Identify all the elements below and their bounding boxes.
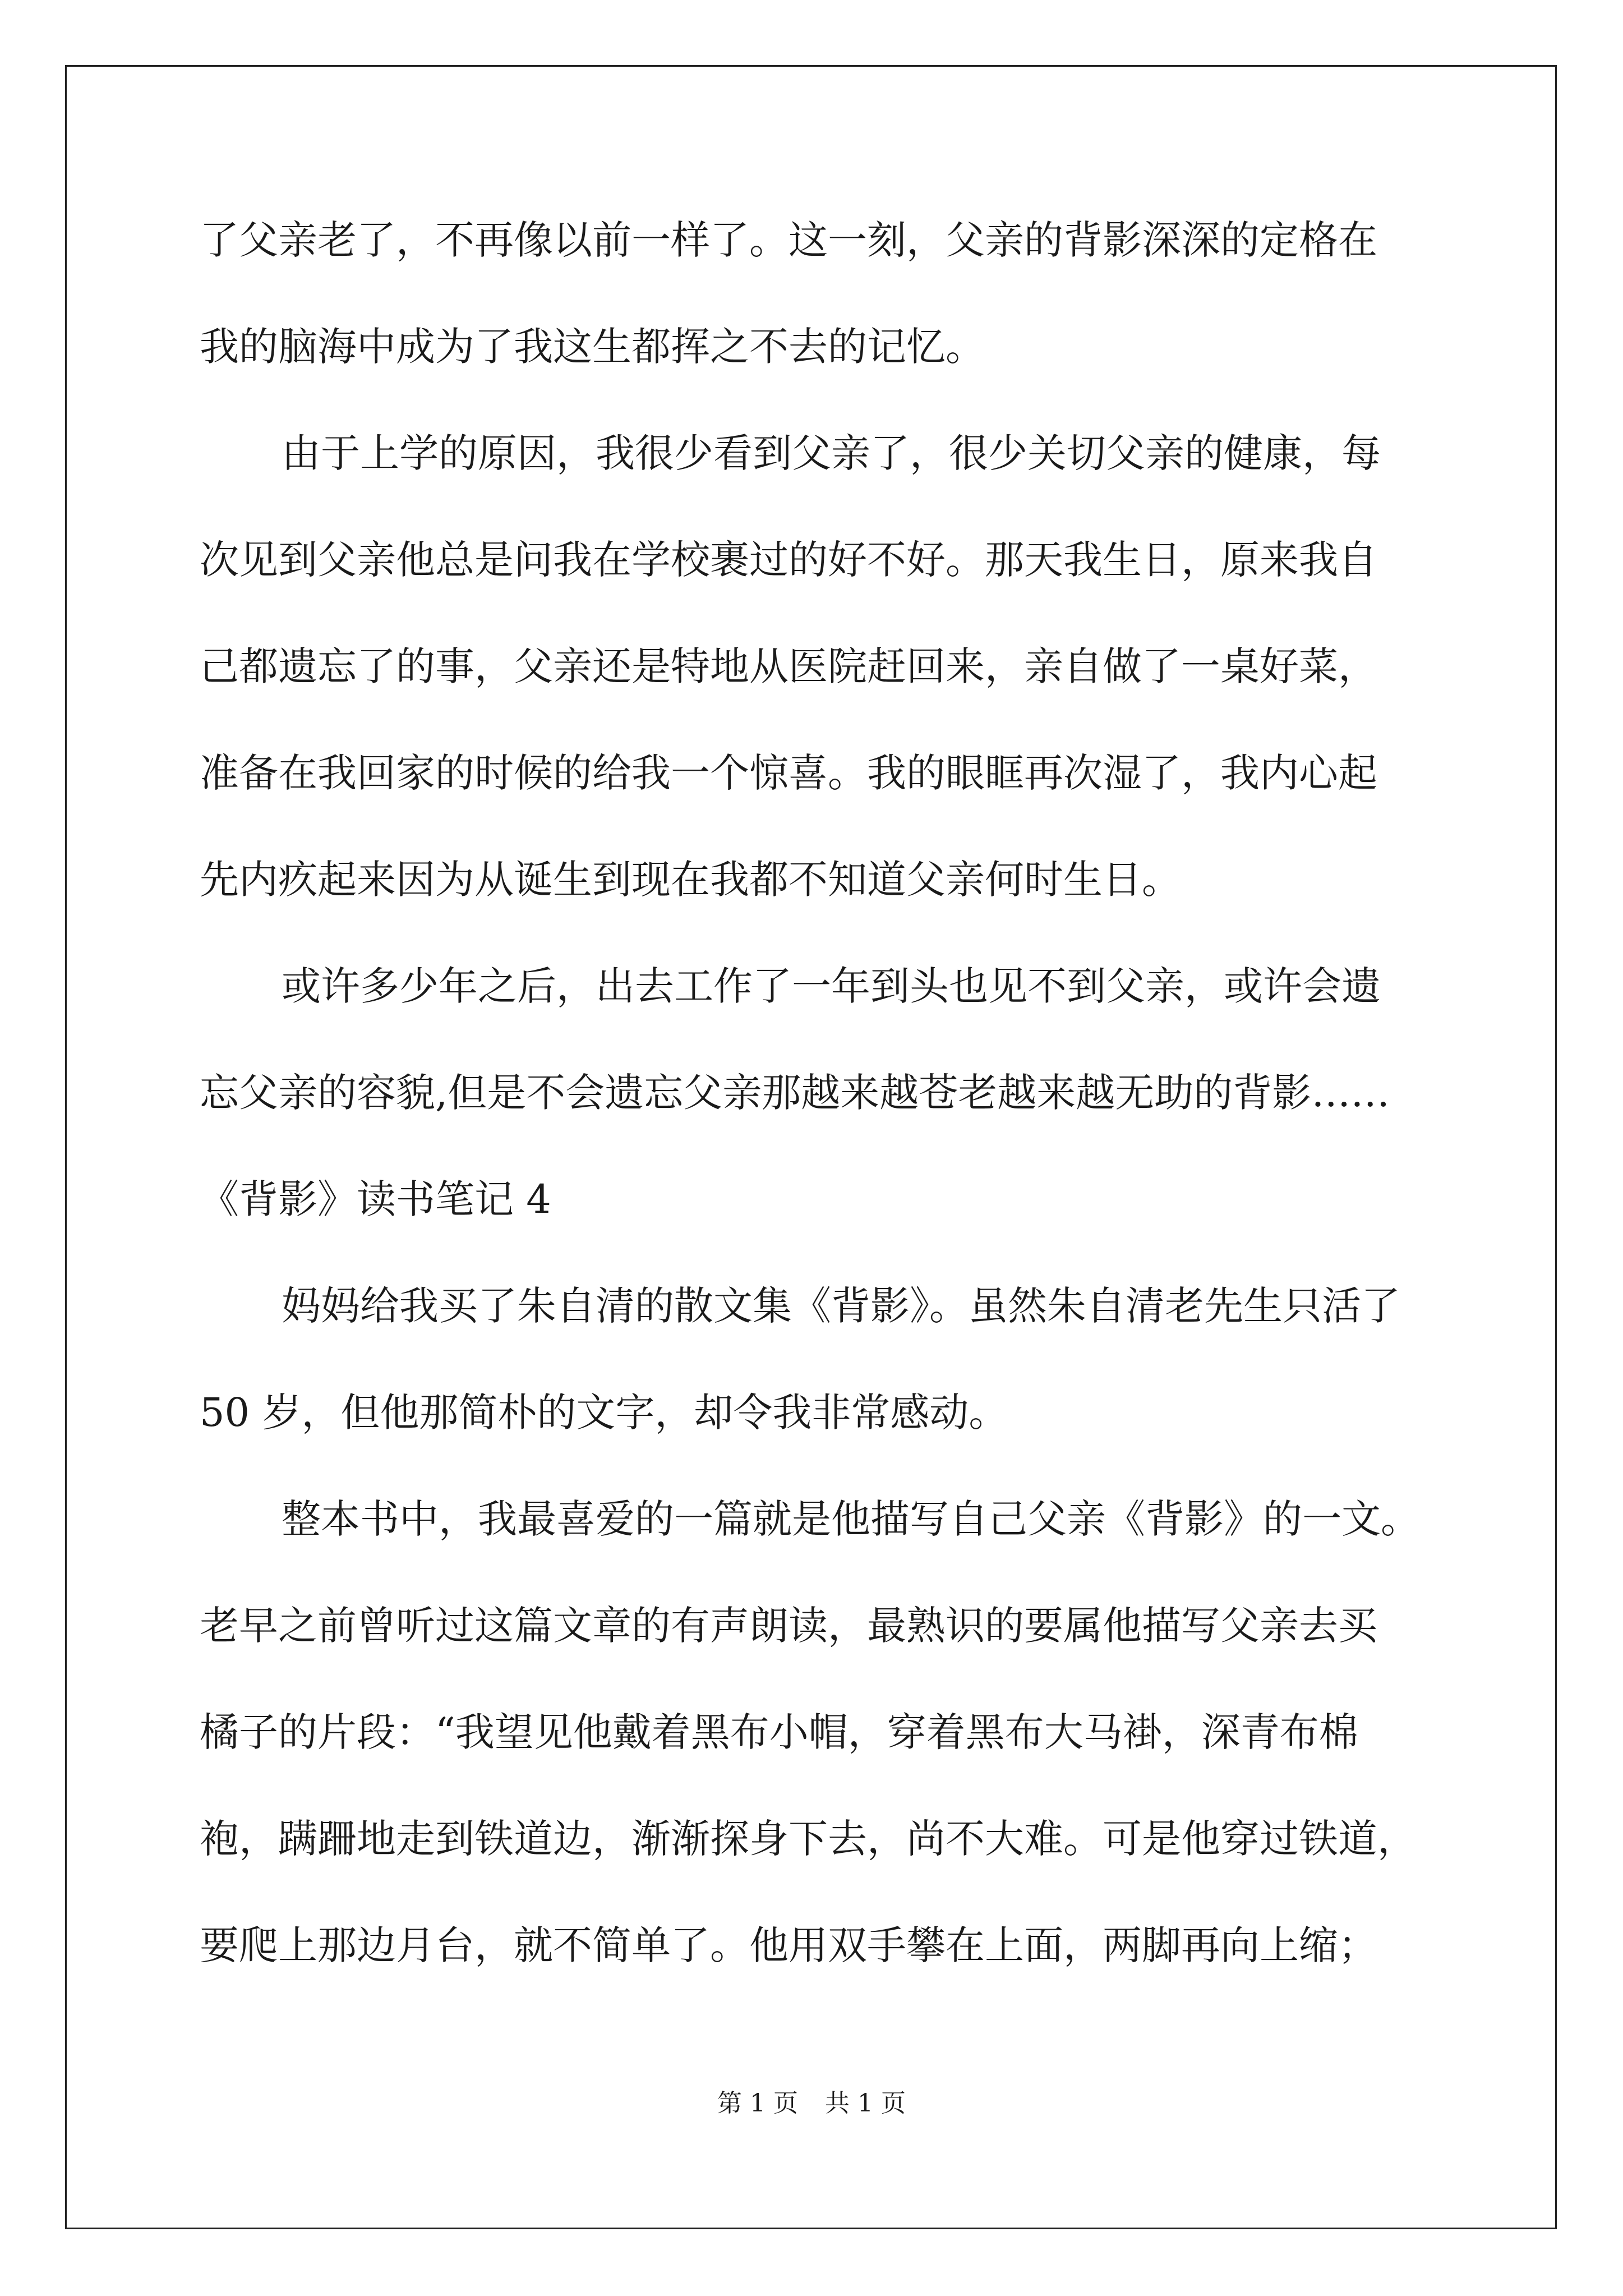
page-number: 第 1 页 [717,2089,798,2118]
text-line: 次见到父亲他总是问我在学校裹过的好不好。那天我生日，原来我自 [200,537,1377,583]
text-line: 橘子的片段：“我望见他戴着黑布小帽，穿着黑布大马褂，深青布棉 [200,1709,1358,1755]
text-line: 袍，蹒跚地走到铁道边，渐渐探身下去，尚不大难。可是他穿过铁道， [200,1816,1417,1862]
text-line: 准备在我回家的时候的给我一个惊喜。我的眼眶再次湿了，我内心起 [200,750,1377,796]
text-line: 了父亲老了，不再像以前一样了。这一刻，父亲的背影深深的定格在 [200,217,1377,263]
text-line: 忘父亲的容貌,但是不会遗忘父亲那越来越苍老越来越无助的背影…… [200,1070,1390,1116]
text-line: 50 岁，但他那简朴的文字，却令我非常感动。 [200,1389,1008,1435]
text-line: 己都遗忘了的事，父亲还是特地从医院赶回来，亲自做了一桌好菜， [200,643,1377,689]
page-border [65,65,1557,2229]
paragraph-start-line: 整本书中，我最喜爱的一篇就是他描写自己父亲《背影》的一文。 [282,1496,1420,1542]
paragraph-start-line: 由于上学的原因，我很少看到父亲了，很少关切父亲的健康，每 [282,430,1381,476]
text-line: 老早之前曾听过这篇文章的有声朗读，最熟识的要属他描写父亲去买 [200,1603,1377,1649]
text-line: 我的脑海中成为了我这生都挥之不去的记忆。 [200,324,985,370]
section-heading: 《背影》读书笔记 4 [200,1176,551,1222]
page-footer [0,2087,1623,2120]
page-total: 共 1 页 [825,2089,906,2118]
paragraph-start-line: 妈妈给我买了朱自清的散文集《背影》。虽然朱自清老先生只活了 [282,1283,1400,1329]
text-line: 先内疚起来因为从诞生到现在我都不知道父亲何时生日。 [200,857,1181,903]
paragraph-start-line: 或许多少年之后，出去工作了一年到头也见不到父亲，或许会遗 [282,963,1381,1009]
text-line: 要爬上那边月台，就不简单了。他用双手攀在上面，两脚再向上缩； [200,1922,1377,1968]
